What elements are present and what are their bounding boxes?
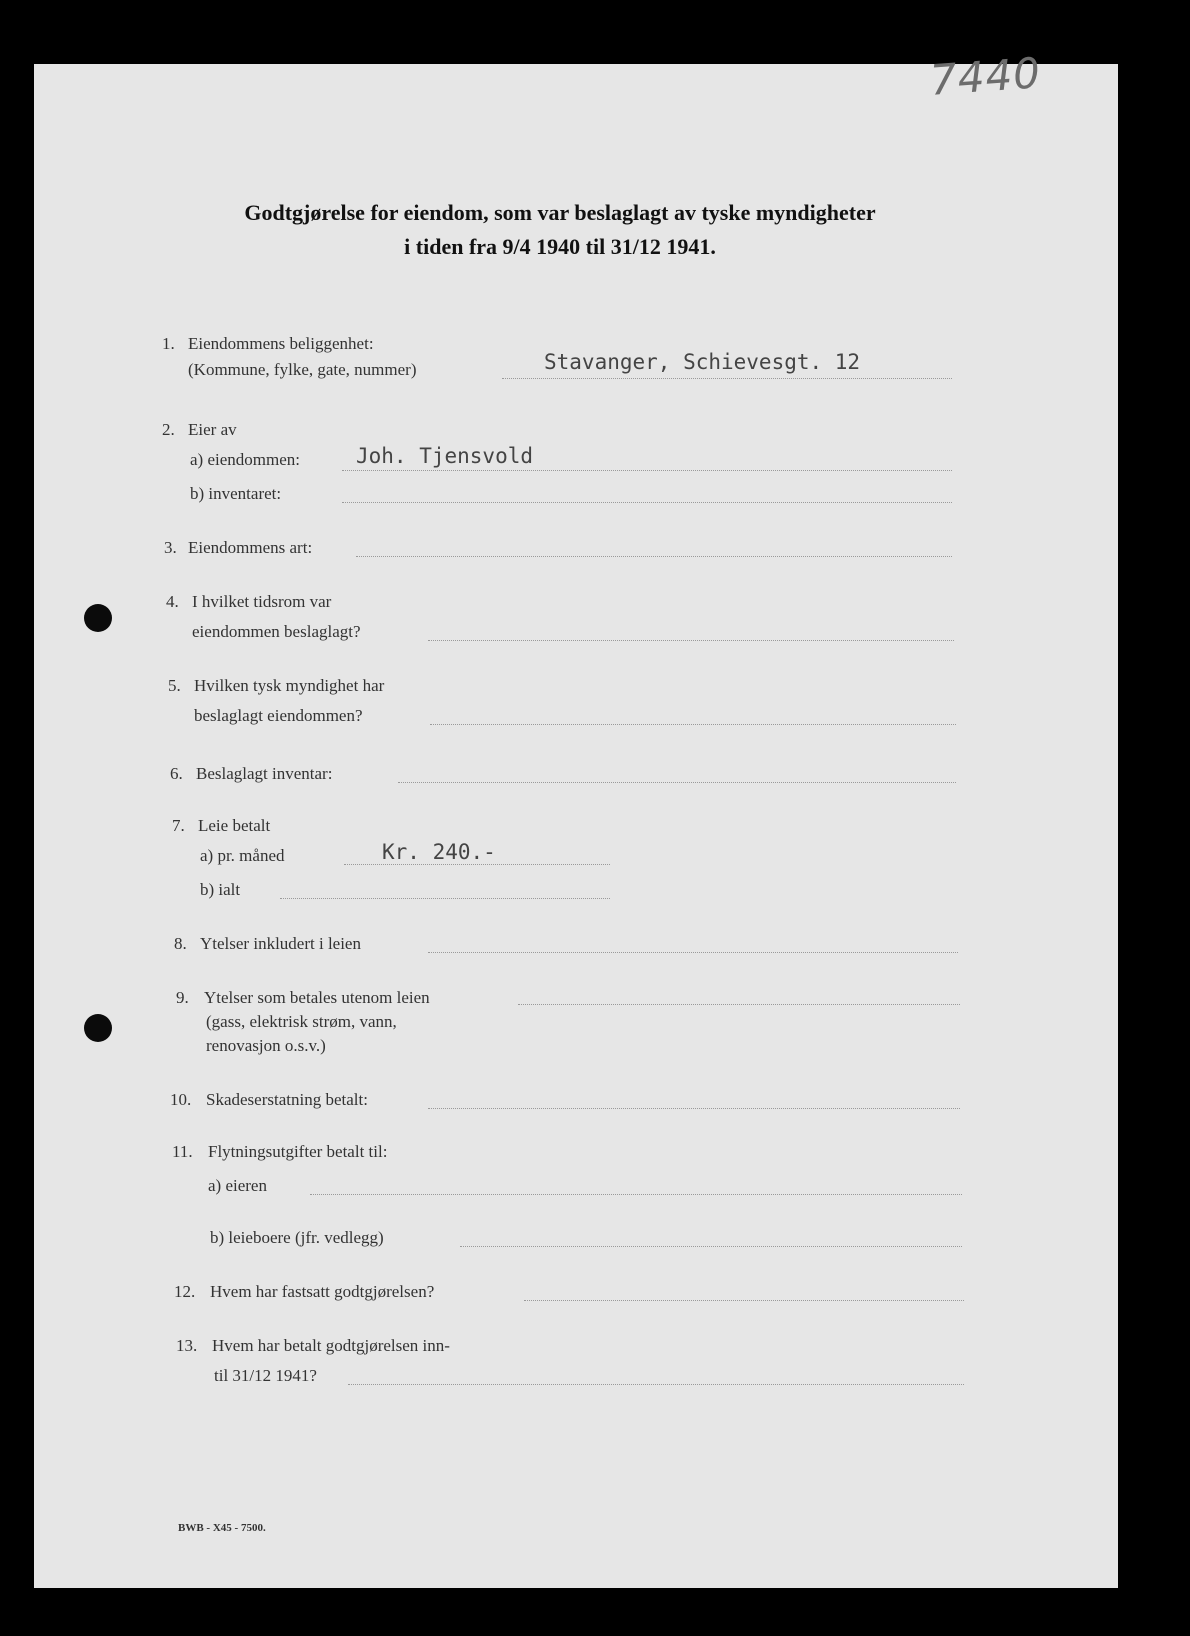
field-9-line [518, 1004, 960, 1005]
handwritten-number: 7440 [928, 48, 1043, 105]
field-1-number: 1. [162, 334, 175, 353]
document-page [34, 64, 1118, 1588]
field-5-line [430, 724, 956, 725]
field-9-number: 9. [176, 988, 189, 1007]
field-9-sublabel-1: (gass, elektrisk strøm, vann, [206, 1012, 397, 1031]
field-4-number: 4. [166, 592, 179, 611]
field-5-number: 5. [168, 676, 181, 695]
field-4-sublabel: eiendommen beslaglagt? [192, 622, 361, 641]
punch-hole-bottom [84, 1014, 112, 1042]
field-1-sublabel: (Kommune, fylke, gate, nummer) [188, 360, 417, 379]
field-8-line [428, 952, 958, 953]
field-11-label: Flytningsutgifter betalt til: [208, 1142, 388, 1161]
field-13-sublabel: til 31/12 1941? [214, 1366, 317, 1385]
field-13-label: Hvem har betalt godtgjørelsen inn- [212, 1336, 450, 1355]
field-2-number: 2. [162, 420, 175, 439]
title-line-2: i tiden fra 9/4 1940 til 31/12 1941. [404, 234, 716, 259]
field-1-value: Stavanger, Schievesgt. 12 [544, 350, 861, 374]
field-3-label: Eiendommens art: [188, 538, 313, 557]
field-9-sublabel-2: renovasjon o.s.v.) [206, 1036, 326, 1055]
field-10-line [428, 1108, 960, 1109]
field-10-number: 10. [170, 1090, 192, 1109]
field-4-line [428, 640, 954, 641]
field-12-number: 12. [174, 1282, 196, 1301]
field-2a-label: a) eiendommen: [190, 450, 300, 469]
field-2a-line [342, 470, 952, 471]
field-1-line [502, 378, 952, 379]
field-2b-label: b) inventaret: [190, 484, 282, 503]
field-11a-label: a) eieren [208, 1176, 267, 1195]
field-3-number: 3. [164, 538, 177, 557]
field-6-number: 6. [170, 764, 183, 783]
field-11a-line [310, 1194, 962, 1195]
field-11b-label: b) leieboere (jfr. vedlegg) [210, 1228, 384, 1247]
field-7a-label: a) pr. måned [200, 846, 285, 865]
title-line-1: Godtgjørelse for eiendom, som var beslaglagt av tyske myndigheter [244, 200, 876, 225]
form-code: BWB - X45 - 7500. [178, 1522, 266, 1534]
field-7b-label: b) ialt [200, 880, 241, 899]
field-8-number: 8. [174, 934, 187, 953]
field-12-label: Hvem har fastsatt godtgjørelsen? [210, 1282, 435, 1301]
field-7-label: Leie betalt [198, 816, 271, 835]
document-title [150, 196, 970, 264]
field-7a-value: Kr. 240.- [382, 840, 496, 864]
field-13-line [348, 1384, 964, 1385]
field-7-number: 7. [172, 816, 185, 835]
field-6-label: Beslaglagt inventar: [196, 764, 333, 783]
field-3-line [356, 556, 952, 557]
field-5-label: Hvilken tysk myndighet har [194, 676, 385, 695]
field-4-label: I hvilket tidsrom var [192, 592, 332, 611]
field-2a-value: Joh. Tjensvold [356, 444, 534, 468]
field-9-label: Ytelser som betales utenom leien [204, 988, 430, 1007]
field-12-line [524, 1300, 964, 1301]
field-7a-line [344, 864, 610, 865]
field-11b-line [460, 1246, 962, 1247]
field-8-label: Ytelser inkludert i leien [200, 934, 361, 953]
field-1-label: Eiendommens beliggenhet: [188, 334, 374, 353]
field-7b-line [280, 898, 610, 899]
field-13-number: 13. [176, 1336, 198, 1355]
field-10-label: Skadeserstatning betalt: [206, 1090, 368, 1109]
field-11-number: 11. [172, 1142, 193, 1161]
field-5-sublabel: beslaglagt eiendommen? [194, 706, 363, 725]
punch-hole-top [84, 604, 112, 632]
field-6-line [398, 782, 956, 783]
field-2b-line [342, 502, 952, 503]
field-2-label: Eier av [188, 420, 237, 439]
